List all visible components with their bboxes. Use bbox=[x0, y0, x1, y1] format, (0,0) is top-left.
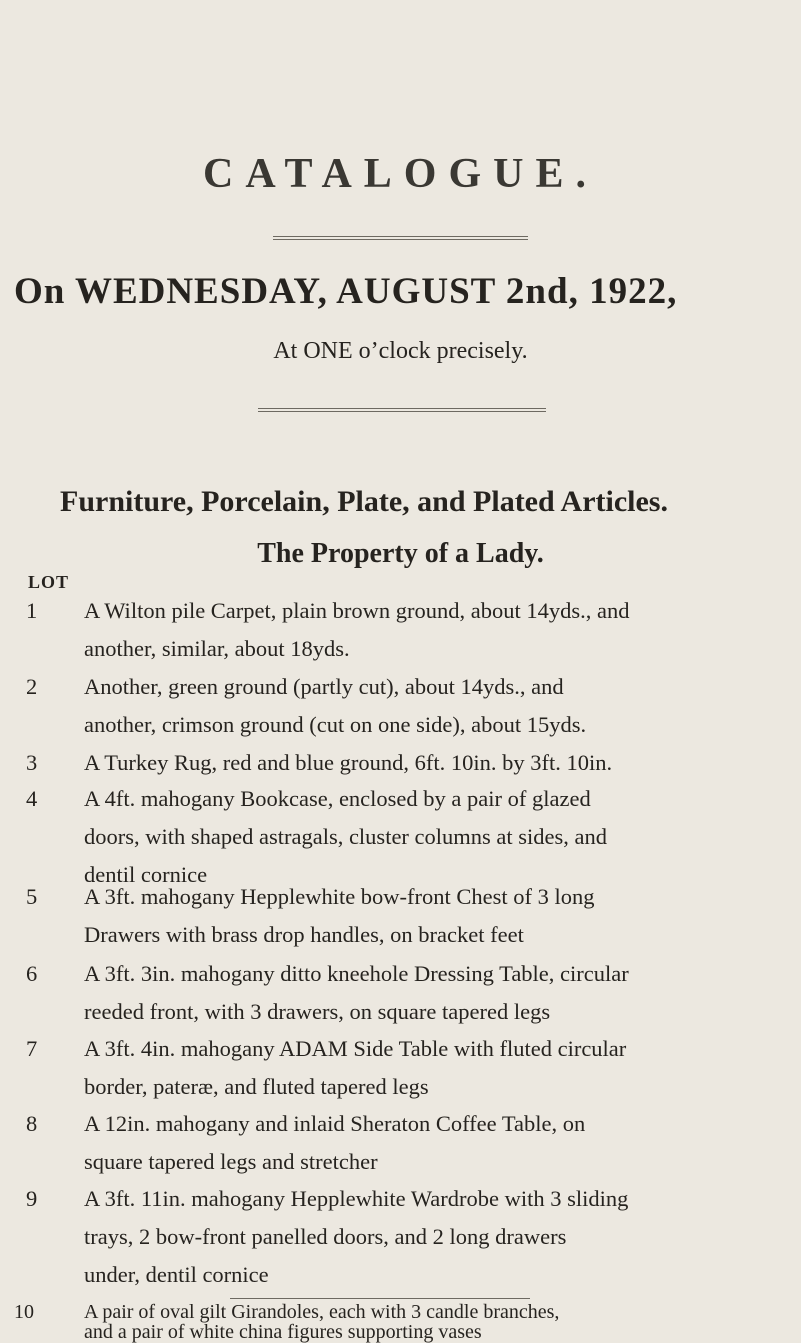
lot-column-header: LOT bbox=[28, 572, 70, 592]
lot-line: Drawers with brass drop handles, on bracket feet bbox=[84, 922, 524, 947]
lot-line: A pair of oval gilt Girandoles, each with 3 candle branches, bbox=[84, 1301, 560, 1323]
lot-description bbox=[84, 955, 784, 1031]
lot-line: border, pateræ, and fluted tapered legs bbox=[84, 1074, 429, 1099]
lot-line: A 3ft. 11in. mahogany Hepplewhite Wardrobe with 3 sliding bbox=[84, 1186, 629, 1211]
lot-description bbox=[84, 878, 784, 954]
section-heading: Furniture, Porcelain, Plate, and Plated Articles. bbox=[60, 485, 668, 518]
lot-line: A 4ft. mahogany Bookcase, enclosed by a pair of glazed bbox=[84, 786, 591, 811]
lots-divider bbox=[230, 1298, 530, 1299]
lot-line: under, dentil cornice bbox=[84, 1262, 269, 1287]
lot-line: A 3ft. 3in. mahogany ditto kneehole Dressing Table, circular bbox=[84, 961, 629, 986]
lot-line: A Wilton pile Carpet, plain brown ground, about 14yds., and bbox=[84, 598, 630, 623]
lot-number: 7 bbox=[26, 1036, 38, 1061]
lot-line: another, crimson ground (cut on one side), about 15yds. bbox=[84, 712, 587, 737]
lot-line: reeded front, with 3 drawers, on square tapered legs bbox=[84, 999, 551, 1024]
lot-description bbox=[84, 668, 784, 744]
lot-line: doors, with shaped astragals, cluster columns at sides, and bbox=[84, 824, 608, 849]
title-divider bbox=[273, 236, 528, 240]
lot-line: Another, green ground (partly cut), about 14yds., and bbox=[84, 674, 564, 699]
lot-line: A 3ft. 4in. mahogany ADAM Side Table with fluted circular bbox=[84, 1036, 627, 1061]
date-divider bbox=[258, 408, 546, 412]
lot-description bbox=[84, 1301, 784, 1343]
lot-line: A Turkey Rug, red and blue ground, 6ft. 10in. by 3ft. 10in. bbox=[84, 750, 613, 775]
lot-number: 10 bbox=[14, 1301, 34, 1323]
lot-line: another, similar, about 18yds. bbox=[84, 636, 350, 661]
lot-number: 3 bbox=[26, 750, 38, 775]
lot-line: A 3ft. mahogany Hepplewhite bow-front Chest of 3 long bbox=[84, 884, 595, 909]
sale-time: At ONE o’clock precisely. bbox=[273, 338, 528, 364]
lot-number: 8 bbox=[26, 1111, 38, 1136]
lot-number: 9 bbox=[26, 1186, 38, 1211]
lot-number: 1 bbox=[26, 598, 38, 623]
lot-description bbox=[84, 1180, 784, 1294]
lot-description bbox=[84, 592, 784, 668]
lot-number: 5 bbox=[26, 884, 38, 909]
lot-number: 4 bbox=[26, 786, 38, 811]
catalogue-title: CATALOGUE. bbox=[203, 151, 598, 197]
lot-line: trays, 2 bow-front panelled doors, and 2 long drawers bbox=[84, 1224, 567, 1249]
lot-line: square tapered legs and stretcher bbox=[84, 1149, 378, 1174]
lot-description bbox=[84, 1030, 784, 1106]
lot-description bbox=[84, 780, 784, 894]
sale-date: On WEDNESDAY, AUGUST 2nd, 1922, bbox=[14, 271, 678, 312]
lot-line: and a pair of white china figures supporting vases bbox=[84, 1321, 482, 1343]
lot-line: A 12in. mahogany and inlaid Sheraton Coffee Table, on bbox=[84, 1111, 586, 1136]
lot-description bbox=[84, 744, 784, 782]
lot-number: 6 bbox=[26, 961, 38, 986]
lot-number: 2 bbox=[26, 674, 38, 699]
lot-description bbox=[84, 1105, 784, 1181]
lot-line: dentil cornice bbox=[84, 862, 208, 887]
property-owner: The Property of a Lady. bbox=[257, 538, 544, 569]
